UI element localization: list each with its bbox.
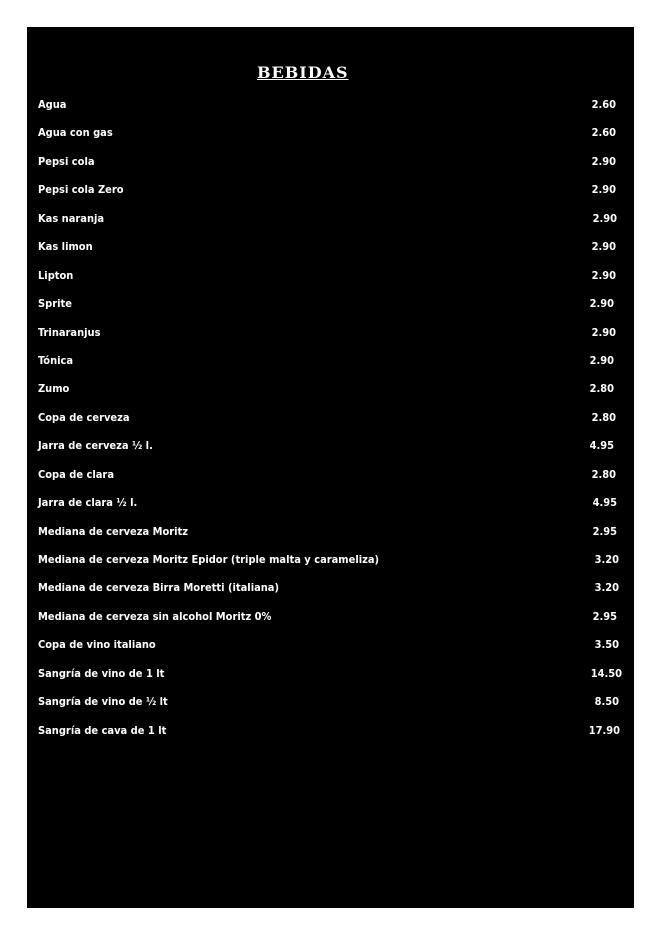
item-price: 17.90: [588, 723, 620, 737]
item-name: Copa de clara: [38, 467, 114, 481]
list-item: [38, 211, 628, 239]
item-name: Copa de cerveza: [38, 410, 130, 424]
item-price: 2.80: [591, 410, 616, 424]
item-name: Kas naranja: [38, 211, 105, 225]
list-item: [38, 182, 628, 210]
drinks-list: [38, 97, 628, 751]
item-name: Tónica: [38, 353, 74, 367]
list-item: [38, 410, 628, 438]
list-item: [38, 694, 628, 722]
item-price: 2.95: [592, 609, 617, 623]
item-name: Agua: [38, 98, 67, 111]
item-price: 8.50: [594, 695, 619, 709]
item-price: 4.95: [592, 496, 617, 510]
item-name: Lipton: [38, 268, 74, 282]
item-price: 2.60: [591, 98, 616, 111]
item-price: 3.20: [594, 581, 619, 595]
item-name: Jarra de cerveza ½ l.: [38, 439, 153, 453]
item-name: Mediana de cerveza Birra Moretti (italiana): [38, 581, 280, 595]
list-item: [38, 381, 628, 409]
menu-page: [27, 27, 634, 908]
item-price: 3.20: [594, 553, 619, 566]
list-item: [38, 552, 628, 580]
item-name: Mediana de cerveza sin alcohol Moritz 0%: [38, 609, 272, 623]
list-item: [38, 325, 628, 353]
item-price: 2.95: [592, 524, 617, 538]
item-price: 14.50: [590, 666, 622, 680]
item-price: 2.90: [589, 297, 614, 311]
item-price: 2.90: [591, 240, 616, 254]
item-name: Sangría de vino de ½ lt: [38, 695, 168, 709]
list-item: [38, 239, 628, 267]
item-name: Copa de vino italiano: [38, 638, 156, 652]
list-item: [38, 97, 628, 125]
list-item: [38, 723, 628, 751]
list-item: [38, 637, 628, 665]
item-name: Pepsi cola Zero: [38, 183, 124, 197]
item-price: 4.95: [589, 439, 614, 453]
item-price: 2.90: [591, 183, 616, 197]
item-price: 2.90: [591, 154, 616, 168]
list-item: [38, 438, 628, 466]
item-name: Trinaranjus: [38, 325, 101, 339]
item-price: 2.80: [589, 382, 614, 396]
list-item: [38, 125, 628, 153]
item-name: Mediana de cerveza Moritz Epidor (triple malta y carameliza): [38, 553, 380, 566]
list-item: [38, 580, 628, 608]
list-item: [38, 467, 628, 495]
list-item: [38, 353, 628, 381]
item-price: 2.90: [589, 353, 614, 367]
item-name: Mediana de cerveza Moritz: [38, 524, 189, 538]
item-name: Pepsi cola: [38, 154, 95, 168]
list-item: [38, 609, 628, 637]
list-item: [38, 666, 628, 694]
item-name: Zumo: [38, 382, 70, 396]
list-item: [38, 524, 628, 552]
item-price: 2.90: [591, 325, 616, 339]
item-name: Sangría de cava de 1 lt: [38, 723, 167, 737]
page-title: BEBIDAS: [257, 63, 349, 82]
item-price: 2.60: [591, 126, 616, 140]
list-item: [38, 296, 628, 324]
item-price: 2.80: [591, 467, 616, 481]
item-name: Sangría de vino de 1 lt: [38, 666, 165, 680]
item-price: 2.90: [592, 211, 617, 225]
item-name: Kas limon: [38, 240, 93, 254]
list-item: [38, 268, 628, 296]
item-name: Jarra de clara ½ l.: [38, 496, 138, 510]
list-item: [38, 154, 628, 182]
item-price: 2.90: [591, 268, 616, 282]
list-item: [38, 495, 628, 523]
item-price: 3.50: [594, 638, 619, 652]
item-name: Agua con gas: [38, 126, 113, 140]
item-name: Sprite: [38, 297, 72, 311]
